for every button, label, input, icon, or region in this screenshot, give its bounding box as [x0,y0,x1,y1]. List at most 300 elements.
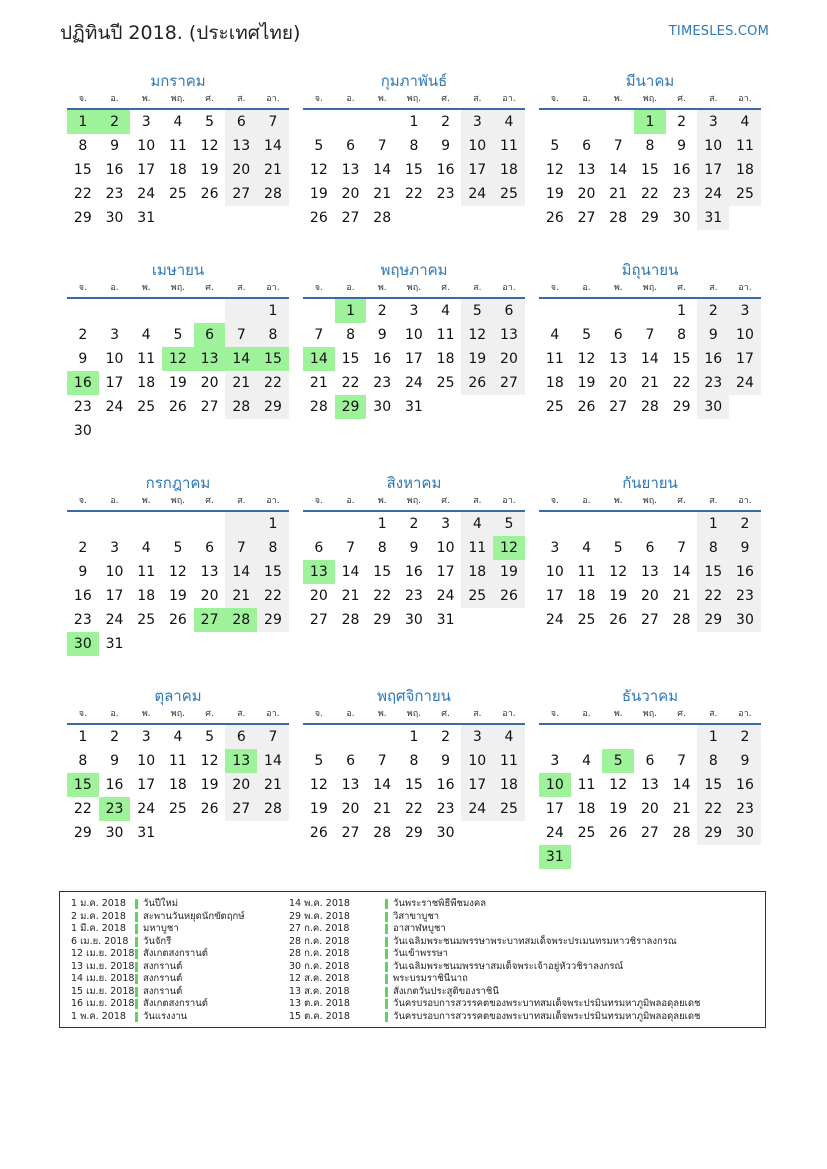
day-cell[interactable]: 2 [409,516,419,532]
day-cell[interactable]: 4 [582,753,591,769]
day-cell[interactable]: 8 [645,138,655,154]
holiday-day-cell[interactable]: 12 [162,347,194,371]
day-cell[interactable]: 24 [729,371,761,395]
day-cell[interactable]: 7 [613,138,623,154]
day-cell[interactable]: 2 [78,540,88,556]
holiday-day-cell[interactable]: 5 [602,749,634,773]
day-cell[interactable]: 18 [461,560,493,584]
day-cell[interactable]: 14 [373,162,392,178]
day-cell[interactable]: 7 [225,323,257,347]
day-cell[interactable]: 1 [677,303,687,319]
day-cell[interactable]: 23 [373,375,392,391]
day-cell[interactable]: 12 [168,564,187,580]
day-cell[interactable]: 8 [409,753,419,769]
day-cell[interactable]: 20 [200,588,219,604]
day-cell[interactable]: 25 [577,825,596,841]
day-cell[interactable]: 15 [672,351,691,367]
day-cell[interactable]: 25 [577,612,596,628]
day-cell[interactable]: 6 [493,299,525,323]
holiday-day-cell[interactable]: 13 [225,749,257,773]
day-cell[interactable]: 21 [257,773,289,797]
day-cell[interactable]: 3 [550,753,560,769]
day-cell[interactable]: 10 [461,134,493,158]
day-cell[interactable]: 4 [173,729,183,745]
day-cell[interactable]: 30 [729,608,761,632]
day-cell[interactable]: 31 [404,399,423,415]
day-cell[interactable]: 26 [609,825,628,841]
day-cell[interactable]: 22 [404,801,423,817]
day-cell[interactable]: 29 [404,825,423,841]
day-cell[interactable]: 16 [436,162,455,178]
day-cell[interactable]: 22 [640,186,659,202]
day-cell[interactable]: 9 [677,138,687,154]
day-cell[interactable]: 9 [729,536,761,560]
day-cell[interactable]: 29 [73,210,92,226]
day-cell[interactable]: 7 [257,110,289,134]
day-cell[interactable]: 5 [493,512,525,536]
day-cell[interactable]: 28 [640,399,659,415]
day-cell[interactable]: 21 [609,186,628,202]
day-cell[interactable]: 18 [137,588,156,604]
day-cell[interactable]: 22 [73,186,92,202]
day-cell[interactable]: 26 [577,399,596,415]
day-cell[interactable]: 6 [346,138,355,154]
day-cell[interactable]: 30 [404,612,423,628]
day-cell[interactable]: 7 [314,327,324,343]
day-cell[interactable]: 19 [309,801,328,817]
day-cell[interactable]: 7 [645,327,655,343]
day-cell[interactable]: 4 [493,725,525,749]
day-cell[interactable]: 16 [105,777,124,793]
day-cell[interactable]: 14 [640,351,659,367]
day-cell[interactable]: 23 [73,399,92,415]
day-cell[interactable]: 19 [309,186,328,202]
day-cell[interactable]: 24 [105,612,124,628]
day-cell[interactable]: 25 [493,182,525,206]
day-cell[interactable]: 10 [105,351,124,367]
day-cell[interactable]: 15 [373,564,392,580]
day-cell[interactable]: 31 [105,636,124,652]
day-cell[interactable]: 26 [168,399,187,415]
day-cell[interactable]: 21 [225,371,257,395]
day-cell[interactable]: 13 [225,134,257,158]
day-cell[interactable]: 23 [729,797,761,821]
day-cell[interactable]: 16 [672,162,691,178]
day-cell[interactable]: 1 [409,729,419,745]
day-cell[interactable]: 6 [613,327,623,343]
day-cell[interactable]: 28 [257,182,289,206]
day-cell[interactable]: 11 [137,564,156,580]
day-cell[interactable]: 25 [461,584,493,608]
day-cell[interactable]: 31 [137,825,156,841]
day-cell[interactable]: 12 [461,323,493,347]
day-cell[interactable]: 8 [78,138,88,154]
day-cell[interactable]: 9 [441,138,451,154]
day-cell[interactable]: 14 [257,134,289,158]
day-cell[interactable]: 22 [73,801,92,817]
day-cell[interactable]: 26 [309,210,328,226]
day-cell[interactable]: 23 [404,588,423,604]
day-cell[interactable]: 31 [697,206,729,230]
day-cell[interactable]: 1 [377,516,387,532]
day-cell[interactable]: 19 [609,588,628,604]
day-cell[interactable]: 8 [677,327,687,343]
day-cell[interactable]: 25 [137,612,156,628]
day-cell[interactable]: 27 [341,210,360,226]
day-cell[interactable]: 24 [137,801,156,817]
day-cell[interactable]: 7 [257,725,289,749]
day-cell[interactable]: 25 [493,797,525,821]
day-cell[interactable]: 3 [461,725,493,749]
day-cell[interactable]: 18 [436,351,455,367]
day-cell[interactable]: 19 [545,186,564,202]
holiday-day-cell[interactable]: 27 [194,608,226,632]
day-cell[interactable]: 17 [105,588,124,604]
day-cell[interactable]: 3 [409,303,419,319]
day-cell[interactable]: 21 [672,588,691,604]
holiday-day-cell[interactable]: 23 [99,797,131,821]
day-cell[interactable]: 21 [225,584,257,608]
day-cell[interactable]: 2 [78,327,88,343]
day-cell[interactable]: 13 [577,162,596,178]
day-cell[interactable]: 25 [729,182,761,206]
day-cell[interactable]: 11 [168,753,187,769]
day-cell[interactable]: 24 [461,797,493,821]
day-cell[interactable]: 15 [404,777,423,793]
day-cell[interactable]: 3 [110,327,119,343]
day-cell[interactable]: 21 [309,375,328,391]
day-cell[interactable]: 24 [545,825,564,841]
day-cell[interactable]: 30 [672,210,691,226]
day-cell[interactable]: 18 [493,773,525,797]
day-cell[interactable]: 12 [309,162,328,178]
day-cell[interactable]: 22 [257,371,289,395]
day-cell[interactable]: 13 [200,564,219,580]
day-cell[interactable]: 15 [73,162,92,178]
day-cell[interactable]: 15 [341,351,360,367]
day-cell[interactable]: 8 [697,536,729,560]
day-cell[interactable]: 11 [545,351,564,367]
day-cell[interactable]: 20 [640,801,659,817]
day-cell[interactable]: 6 [346,753,355,769]
day-cell[interactable]: 1 [697,725,729,749]
day-cell[interactable]: 12 [609,777,628,793]
holiday-day-cell[interactable]: 16 [67,371,99,395]
day-cell[interactable]: 27 [577,210,596,226]
day-cell[interactable]: 10 [545,564,564,580]
day-cell[interactable]: 10 [404,327,423,343]
holiday-day-cell[interactable]: 10 [539,773,571,797]
day-cell[interactable]: 11 [168,138,187,154]
day-cell[interactable]: 29 [257,608,289,632]
day-cell[interactable]: 13 [640,777,659,793]
day-cell[interactable]: 18 [577,801,596,817]
day-cell[interactable]: 5 [205,729,215,745]
day-cell[interactable]: 23 [672,186,691,202]
day-cell[interactable]: 28 [257,797,289,821]
day-cell[interactable]: 9 [729,749,761,773]
day-cell[interactable]: 31 [137,210,156,226]
holiday-day-cell[interactable]: 28 [225,608,257,632]
day-cell[interactable]: 11 [493,134,525,158]
day-cell[interactable]: 6 [582,138,591,154]
day-cell[interactable]: 11 [729,134,761,158]
day-cell[interactable]: 7 [225,536,257,560]
day-cell[interactable]: 17 [404,351,423,367]
day-cell[interactable]: 3 [461,110,493,134]
day-cell[interactable]: 5 [461,299,493,323]
day-cell[interactable]: 21 [672,801,691,817]
day-cell[interactable]: 10 [137,753,156,769]
day-cell[interactable]: 2 [441,729,451,745]
day-cell[interactable]: 19 [577,375,596,391]
day-cell[interactable]: 26 [168,612,187,628]
day-cell[interactable]: 3 [550,540,560,556]
day-cell[interactable]: 11 [137,351,156,367]
day-cell[interactable]: 19 [200,162,219,178]
day-cell[interactable]: 1 [409,114,419,130]
day-cell[interactable]: 23 [436,801,455,817]
day-cell[interactable]: 4 [729,110,761,134]
day-cell[interactable]: 16 [436,777,455,793]
day-cell[interactable]: 28 [373,825,392,841]
day-cell[interactable]: 29 [697,608,729,632]
day-cell[interactable]: 9 [110,138,119,154]
day-cell[interactable]: 29 [672,399,691,415]
day-cell[interactable]: 21 [257,158,289,182]
day-cell[interactable]: 24 [404,375,423,391]
day-cell[interactable]: 26 [545,210,564,226]
day-cell[interactable]: 24 [545,612,564,628]
day-cell[interactable]: 10 [137,138,156,154]
day-cell[interactable]: 16 [729,560,761,584]
day-cell[interactable]: 16 [729,773,761,797]
day-cell[interactable]: 4 [441,303,451,319]
day-cell[interactable]: 28 [373,210,392,226]
day-cell[interactable]: 1 [78,729,88,745]
day-cell[interactable]: 19 [461,347,493,371]
holiday-day-cell[interactable]: 14 [303,347,335,371]
day-cell[interactable]: 26 [461,371,493,395]
day-cell[interactable]: 16 [73,588,92,604]
day-cell[interactable]: 7 [677,540,687,556]
day-cell[interactable]: 4 [461,512,493,536]
day-cell[interactable]: 25 [545,399,564,415]
holiday-day-cell[interactable]: 1 [634,110,666,134]
day-cell[interactable]: 11 [493,749,525,773]
day-cell[interactable]: 22 [341,375,360,391]
day-cell[interactable]: 26 [200,186,219,202]
day-cell[interactable]: 10 [729,323,761,347]
day-cell[interactable]: 18 [493,158,525,182]
day-cell[interactable]: 26 [609,612,628,628]
day-cell[interactable]: 10 [105,564,124,580]
day-cell[interactable]: 17 [461,158,493,182]
holiday-day-cell[interactable]: 13 [303,560,335,584]
day-cell[interactable]: 24 [697,182,729,206]
day-cell[interactable]: 5 [613,540,623,556]
day-cell[interactable]: 18 [545,375,564,391]
day-cell[interactable]: 18 [577,588,596,604]
day-cell[interactable]: 23 [436,186,455,202]
day-cell[interactable]: 27 [493,371,525,395]
day-cell[interactable]: 24 [436,588,455,604]
day-cell[interactable]: 2 [441,114,451,130]
day-cell[interactable]: 30 [105,210,124,226]
day-cell[interactable]: 20 [225,773,257,797]
day-cell[interactable]: 8 [257,536,289,560]
day-cell[interactable]: 29 [373,612,392,628]
day-cell[interactable]: 7 [346,540,355,556]
day-cell[interactable]: 18 [168,162,187,178]
day-cell[interactable]: 18 [168,777,187,793]
day-cell[interactable]: 28 [309,399,328,415]
day-cell[interactable]: 6 [645,540,655,556]
day-cell[interactable]: 11 [461,536,493,560]
day-cell[interactable]: 26 [309,825,328,841]
day-cell[interactable]: 30 [697,395,729,419]
day-cell[interactable]: 17 [137,162,156,178]
day-cell[interactable]: 22 [257,584,289,608]
day-cell[interactable]: 3 [729,299,761,323]
day-cell[interactable]: 12 [545,162,564,178]
day-cell[interactable]: 20 [341,186,360,202]
day-cell[interactable]: 27 [341,825,360,841]
day-cell[interactable]: 3 [697,110,729,134]
holiday-day-cell[interactable]: 6 [194,323,226,347]
day-cell[interactable]: 28 [609,210,628,226]
day-cell[interactable]: 12 [577,351,596,367]
holiday-day-cell[interactable]: 31 [539,845,571,869]
day-cell[interactable]: 4 [550,327,560,343]
holiday-day-cell[interactable]: 1 [335,299,367,323]
day-cell[interactable]: 22 [672,375,691,391]
day-cell[interactable]: 3 [441,516,451,532]
day-cell[interactable]: 30 [373,399,392,415]
day-cell[interactable]: 25 [168,186,187,202]
day-cell[interactable]: 22 [404,186,423,202]
day-cell[interactable]: 28 [225,395,257,419]
day-cell[interactable]: 26 [493,584,525,608]
day-cell[interactable]: 19 [493,560,525,584]
day-cell[interactable]: 27 [225,797,257,821]
day-cell[interactable]: 25 [137,399,156,415]
day-cell[interactable]: 19 [200,777,219,793]
day-cell[interactable]: 29 [640,210,659,226]
day-cell[interactable]: 15 [697,773,729,797]
day-cell[interactable]: 31 [436,612,455,628]
day-cell[interactable]: 1 [257,512,289,536]
day-cell[interactable]: 27 [640,825,659,841]
day-cell[interactable]: 10 [461,749,493,773]
day-cell[interactable]: 10 [697,134,729,158]
day-cell[interactable]: 27 [225,182,257,206]
day-cell[interactable]: 9 [441,753,451,769]
holiday-day-cell[interactable]: 15 [67,773,99,797]
day-cell[interactable]: 28 [341,612,360,628]
day-cell[interactable]: 10 [436,540,455,556]
day-cell[interactable]: 27 [640,612,659,628]
day-cell[interactable]: 6 [645,753,655,769]
brand-link[interactable]: TIMESLES.COM [668,24,769,39]
day-cell[interactable]: 2 [729,725,761,749]
day-cell[interactable]: 27 [309,612,328,628]
day-cell[interactable]: 8 [377,540,387,556]
day-cell[interactable]: 8 [409,138,419,154]
day-cell[interactable]: 11 [436,327,455,343]
day-cell[interactable]: 23 [697,371,729,395]
day-cell[interactable]: 14 [672,564,691,580]
day-cell[interactable]: 16 [697,347,729,371]
day-cell[interactable]: 12 [609,564,628,580]
day-cell[interactable]: 16 [105,162,124,178]
day-cell[interactable]: 22 [697,584,729,608]
day-cell[interactable]: 14 [225,560,257,584]
day-cell[interactable]: 17 [545,801,564,817]
day-cell[interactable]: 30 [73,423,92,439]
day-cell[interactable]: 4 [582,540,591,556]
day-cell[interactable]: 19 [168,588,187,604]
day-cell[interactable]: 17 [729,347,761,371]
day-cell[interactable]: 17 [697,158,729,182]
day-cell[interactable]: 7 [377,138,387,154]
day-cell[interactable]: 23 [73,612,92,628]
day-cell[interactable]: 15 [257,560,289,584]
day-cell[interactable]: 9 [697,323,729,347]
day-cell[interactable]: 18 [729,158,761,182]
day-cell[interactable]: 2 [697,299,729,323]
day-cell[interactable]: 12 [200,138,219,154]
day-cell[interactable]: 17 [137,777,156,793]
day-cell[interactable]: 1 [697,512,729,536]
day-cell[interactable]: 4 [141,540,151,556]
day-cell[interactable]: 4 [141,327,151,343]
day-cell[interactable]: 1 [257,299,289,323]
day-cell[interactable]: 6 [314,540,324,556]
day-cell[interactable]: 13 [640,564,659,580]
day-cell[interactable]: 24 [105,399,124,415]
day-cell[interactable]: 13 [341,777,360,793]
day-cell[interactable]: 14 [373,777,392,793]
day-cell[interactable]: 7 [377,753,387,769]
holiday-day-cell[interactable]: 12 [493,536,525,560]
day-cell[interactable]: 25 [436,375,455,391]
day-cell[interactable]: 11 [577,564,596,580]
day-cell[interactable]: 21 [373,801,392,817]
day-cell[interactable]: 8 [697,749,729,773]
day-cell[interactable]: 2 [729,512,761,536]
day-cell[interactable]: 9 [409,540,419,556]
day-cell[interactable]: 6 [225,110,257,134]
day-cell[interactable]: 11 [577,777,596,793]
day-cell[interactable]: 30 [436,825,455,841]
day-cell[interactable]: 20 [609,375,628,391]
holiday-day-cell[interactable]: 13 [194,347,226,371]
day-cell[interactable]: 21 [341,588,360,604]
day-cell[interactable]: 30 [105,825,124,841]
day-cell[interactable]: 3 [141,729,151,745]
day-cell[interactable]: 6 [225,725,257,749]
day-cell[interactable]: 19 [609,801,628,817]
day-cell[interactable]: 5 [173,540,183,556]
day-cell[interactable]: 28 [672,825,691,841]
day-cell[interactable]: 12 [200,753,219,769]
day-cell[interactable]: 14 [257,749,289,773]
day-cell[interactable]: 5 [550,138,560,154]
holiday-day-cell[interactable]: 29 [335,395,367,419]
day-cell[interactable]: 5 [205,114,215,130]
day-cell[interactable]: 20 [493,347,525,371]
